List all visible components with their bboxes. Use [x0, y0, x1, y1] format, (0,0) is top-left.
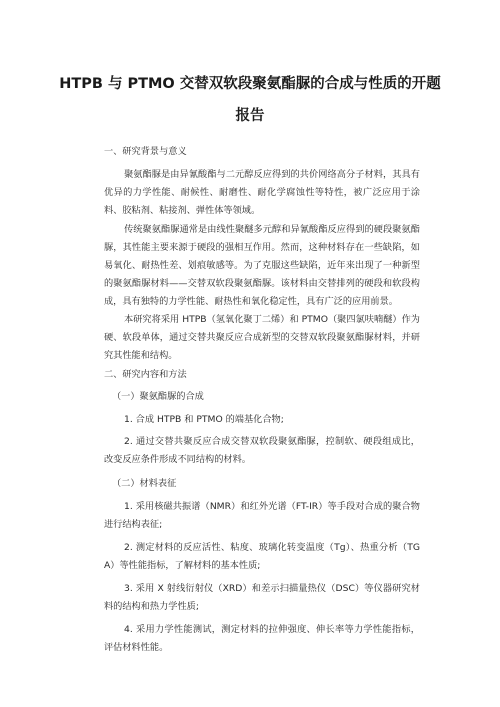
synthesis-item-1: [104, 411, 420, 429]
document-title-line1: HTPB 与 PTMO 交替双软段聚氨酯脲的合成与性质的开题: [59, 76, 441, 92]
paragraph-background-2-text: 传统聚氨酯脲通常是由线性聚醚多元醇和异氰酸酯反应得到的硬段聚氨酯脲，其性能主要来源于硬段的强相互作用。然而，这种材料存在一些缺陷，如易氧化、耐热性差、划痕敏感等。为了克服这些缺陷，近年来出现了一种新型的聚氨酯脲材料——交替双软段聚氨酯脲。该材料由交替排列的硬段和软段构成，具有独特的力学性能、耐热性和氧化稳定性，具有广泛的应用前景。: [104, 224, 420, 307]
characterization-item-2-text: 2. 测定材料的反应活性、粘度、玻璃化转变温度（Tg）、热重分析（TGA）等性能指标，了解材料的基本性质;: [104, 542, 420, 571]
synthesis-item-2-text: 2. 通过交替共聚反应合成交替双软段聚氨酯脲，控制软、硬段组成比，改变反应条件形成不同结构的材料。: [104, 436, 420, 465]
characterization-item-1: [104, 498, 420, 534]
section1-heading: 一、研究背景与意义: [104, 146, 187, 157]
characterization-item-4: [104, 621, 420, 657]
subsection2-heading: （二）材料表征: [112, 478, 177, 489]
paragraph-background-1-text: 聚氨酯脲是由异氰酸酯与二元醇反应得到的共价网络高分子材料，其具有优异的力学性能、耐候性、耐磨性、耐化学腐蚀性等特性，被广泛应用于涂料、胶粘剂、粘接剂、弹性体等领域。: [104, 169, 420, 216]
characterization-item-1-text: 1. 采用核磁共振谱（NMR）和红外光谱（FT-IR）等手段对合成的聚合物进行结构表征;: [104, 501, 420, 530]
characterization-item-3-text: 3. 采用 X 射线衍射仪（XRD）和差示扫描量热仪（DSC）等仪器研究材料的结构和热力学性质;: [104, 583, 420, 612]
paragraph-background-3: [104, 311, 420, 365]
document-title-line2: 报告: [235, 108, 265, 124]
characterization-item-4-text: 4. 采用力学性能测试，测定材料的拉伸强度、伸长率等力学性能指标，评估材料性能。: [104, 624, 420, 653]
characterization-item-2: [104, 539, 420, 575]
paragraph-background-3-text: 本研究将采用 HTPB（氢氧化聚丁二烯）和 PTMO（聚四氯呋喃醚）作为硬、软段单体，通过交替共聚反应合成新型的交替双软段聚氨酯脲材料，并研究其性能和结构。: [104, 314, 420, 361]
synthesis-item-1-text: 1. 合成 HTPB 和 PTMO 的端基化合物;: [124, 414, 284, 425]
subsection1-heading: （一）聚氨酯脲的合成: [112, 391, 204, 402]
section2-heading: 二、研究内容和方法: [104, 369, 187, 380]
synthesis-item-2: [104, 433, 420, 469]
characterization-item-3: [104, 580, 420, 616]
paragraph-background-1: [104, 166, 420, 220]
paragraph-background-2: [104, 221, 420, 311]
